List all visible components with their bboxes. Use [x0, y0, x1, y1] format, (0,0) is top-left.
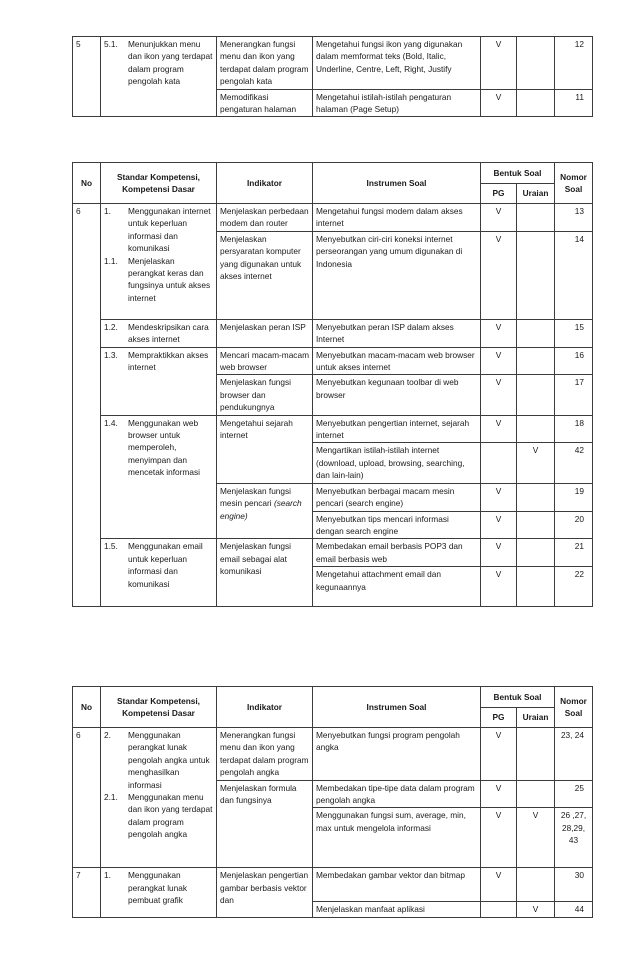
nomor-soal-cell: 25 [555, 780, 593, 808]
row-number: 5 [73, 37, 101, 117]
instrumen-cell: Mengetahui istilah-istilah pengaturan halaman (Page Setup) [313, 89, 481, 117]
table-row [73, 37, 593, 90]
instrumen-cell: Mengartikan istilah-istilah internet (download, upload, browsing, searching, dan lain-lain) [313, 443, 481, 483]
kompetensi-cell: 5.1. Menunjukkan menu dan ikon yang terdapat dalam program pengolah kata [101, 37, 217, 117]
indikator-cell: Menerangkan fungsi menu dan ikon yang terdapat dalam program pengolah kata [217, 37, 313, 90]
pg-cell: V [481, 231, 517, 319]
instrumen-cell: Menyebutkan ciri-ciri koneksi internet perseorangan yang umum digunakan di Indonesia [313, 231, 481, 319]
pg-cell [481, 902, 517, 917]
pg-cell: V [481, 319, 517, 347]
instrumen-cell: Mengetahui fungsi ikon yang digunakan dalam memformat teks (Bold, Italic, Underline, Centre, Left, Right, Justify [313, 37, 481, 90]
uraian-cell: V [517, 808, 555, 868]
header-bentuk-soal: Bentuk Soal [481, 163, 555, 184]
nomor-soal-cell: 19 [555, 483, 593, 511]
instrumen-cell: Membedakan gambar vektor dan bitmap [313, 868, 481, 902]
row-number: 6 [73, 204, 101, 607]
header-no: No [73, 163, 101, 204]
indikator-cell: Memodifikasi pengaturan halaman [217, 89, 313, 117]
kompetensi-cell: 1.2. Mendeskripsikan cara akses internet [101, 319, 217, 347]
row-number: 7 [73, 868, 101, 917]
pg-cell: V [481, 539, 517, 567]
header-uraian: Uraian [517, 184, 555, 204]
pg-cell: V [481, 415, 517, 443]
header-standar-kompetensi: Standar Kompetensi, Kompetensi Dasar [101, 163, 217, 204]
table-row [73, 415, 593, 443]
pg-cell: V [481, 567, 517, 607]
uraian-cell [517, 37, 555, 90]
table-row [73, 539, 593, 567]
nomor-soal-cell: 20 [555, 511, 593, 539]
header-instrumen-soal: Instrumen Soal [313, 687, 481, 728]
indikator-cell: Menjelaskan pengertian gambar berbasis vektor dan [217, 868, 313, 917]
table-kisi-kisi-part-1 [72, 36, 593, 117]
pg-cell [481, 443, 517, 483]
pg-cell: V [481, 204, 517, 232]
uraian-cell [517, 319, 555, 347]
nomor-soal-cell: 12 [555, 37, 593, 90]
pg-cell: V [481, 808, 517, 868]
instrumen-cell: Menyebutkan tips mencari informasi dengan search engine [313, 511, 481, 539]
indikator-cell: Menerangkan fungsi menu dan ikon yang terdapat dalam program pengolah angka [217, 728, 313, 781]
uraian-cell [517, 347, 555, 375]
header-uraian: Uraian [517, 708, 555, 728]
indikator-cell: Menjelaskan fungsi browser dan pendukungnya [217, 375, 313, 415]
uraian-cell [517, 415, 555, 443]
nomor-soal-cell: 26 ,27, 28,29, 43 [555, 808, 593, 868]
nomor-soal-cell: 17 [555, 375, 593, 415]
nomor-soal-cell: 14 [555, 231, 593, 319]
kompetensi-cell: 1.3. Mempraktikkan akses internet [101, 347, 217, 415]
instrumen-cell: Mengetahui fungsi modem dalam akses internet [313, 204, 481, 232]
header-bentuk-soal: Bentuk Soal [481, 687, 555, 708]
uraian-cell [517, 780, 555, 808]
pg-cell: V [481, 483, 517, 511]
table-header-row [73, 163, 593, 184]
table-row [73, 728, 593, 781]
nomor-soal-cell: 15 [555, 319, 593, 347]
indikator-cell: Menjelaskan fungsi mesin pencari (search engine) [217, 483, 313, 539]
table-row [73, 319, 593, 347]
pg-cell: V [481, 37, 517, 90]
nomor-soal-cell: 42 [555, 443, 593, 483]
header-indikator: Indikator [217, 163, 313, 204]
uraian-cell [517, 567, 555, 607]
table-row [73, 204, 593, 232]
instrumen-cell: Menyebutkan macam-macam web browser untuk akses internet [313, 347, 481, 375]
header-pg: PG [481, 184, 517, 204]
table-kisi-kisi-part-3 [72, 686, 593, 918]
table-header-row [73, 687, 593, 708]
nomor-soal-cell: 13 [555, 204, 593, 232]
instrumen-cell: Menyebutkan fungsi program pengolah angka [313, 728, 481, 781]
uraian-cell [517, 511, 555, 539]
indikator-cell: Menjelaskan peran ISP [217, 319, 313, 347]
instrumen-cell: Menyebutkan berbagai macam mesin pencari (search engine) [313, 483, 481, 511]
nomor-soal-cell: 44 [555, 902, 593, 917]
table-row [73, 868, 593, 902]
indikator-cell: Mengetahui sejarah internet [217, 415, 313, 483]
uraian-cell [517, 868, 555, 902]
uraian-cell: V [517, 443, 555, 483]
instrumen-cell: Membedakan tipe-tipe data dalam program pengolah angka [313, 780, 481, 808]
instrumen-cell: Menyebutkan pengertian internet, sejarah internet [313, 415, 481, 443]
kompetensi-cell: 1. Menggunakan internet untuk keperluan informasi dan komunikasi 1.1. Menjelaskan perangkat keras dan fungsinya untuk akses internet [101, 204, 217, 320]
nomor-soal-cell: 21 [555, 539, 593, 567]
indikator-cell: Menjelaskan perbedaan modem dan router [217, 204, 313, 232]
kompetensi-cell: 1.4. Menggunakan web browser untuk memperoleh, menyimpan dan mencetak informasi [101, 415, 217, 539]
nomor-soal-cell: 22 [555, 567, 593, 607]
row-number: 6 [73, 728, 101, 868]
pg-cell: V [481, 868, 517, 902]
uraian-cell [517, 728, 555, 781]
instrumen-cell: Menggunakan fungsi sum, average, min, max untuk mengelola informasi [313, 808, 481, 868]
pg-cell: V [481, 511, 517, 539]
uraian-cell [517, 375, 555, 415]
pg-cell: V [481, 347, 517, 375]
table-row [73, 347, 593, 375]
indikator-cell: Menjelaskan formula dan fungsinya [217, 780, 313, 868]
header-indikator: Indikator [217, 687, 313, 728]
pg-cell: V [481, 375, 517, 415]
uraian-cell [517, 89, 555, 117]
nomor-soal-cell: 18 [555, 415, 593, 443]
indikator-cell: Menjelaskan persyaratan komputer yang digunakan untuk akses internet [217, 231, 313, 319]
uraian-cell [517, 539, 555, 567]
nomor-soal-cell: 23, 24 [555, 728, 593, 781]
instrumen-cell: Membedakan email berbasis POP3 dan email berbasis web [313, 539, 481, 567]
instrumen-cell: Menjelaskan manfaat aplikasi [313, 902, 481, 917]
uraian-cell: V [517, 902, 555, 917]
header-nomor-soal: Nomor Soal [555, 687, 593, 728]
indikator-cell: Mencari macam-macam web browser [217, 347, 313, 375]
indikator-cell: Menjelaskan fungsi email sebagai alat komunikasi [217, 539, 313, 607]
header-standar-kompetensi: Standar Kompetensi, Kompetensi Dasar [101, 687, 217, 728]
uraian-cell [517, 231, 555, 319]
nomor-soal-cell: 30 [555, 868, 593, 902]
instrumen-cell: Menyebutkan kegunaan toolbar di web browser [313, 375, 481, 415]
instrumen-cell: Mengetahui attachment email dan kegunaannya [313, 567, 481, 607]
pg-cell: V [481, 89, 517, 117]
pg-cell: V [481, 728, 517, 781]
kompetensi-cell: 2. Menggunakan perangkat lunak pengolah angka untuk menghasilkan informasi 2.1. Menggunakan menu dan ikon yang terdapat dalam program pengolah angka [101, 728, 217, 868]
instrumen-cell: Menyebutkan peran ISP dalam akses Internet [313, 319, 481, 347]
uraian-cell [517, 483, 555, 511]
pg-cell: V [481, 780, 517, 808]
kompetensi-cell: 1. Menggunakan perangkat lunak pembuat grafik [101, 868, 217, 917]
header-instrumen-soal: Instrumen Soal [313, 163, 481, 204]
nomor-soal-cell: 16 [555, 347, 593, 375]
header-nomor-soal: Nomor Soal [555, 163, 593, 204]
header-pg: PG [481, 708, 517, 728]
header-no: No [73, 687, 101, 728]
uraian-cell [517, 204, 555, 232]
table-kisi-kisi-part-2 [72, 162, 593, 607]
kompetensi-cell: 1.5. Menggunakan email untuk keperluan informasi dan komunikasi [101, 539, 217, 607]
nomor-soal-cell: 11 [555, 89, 593, 117]
